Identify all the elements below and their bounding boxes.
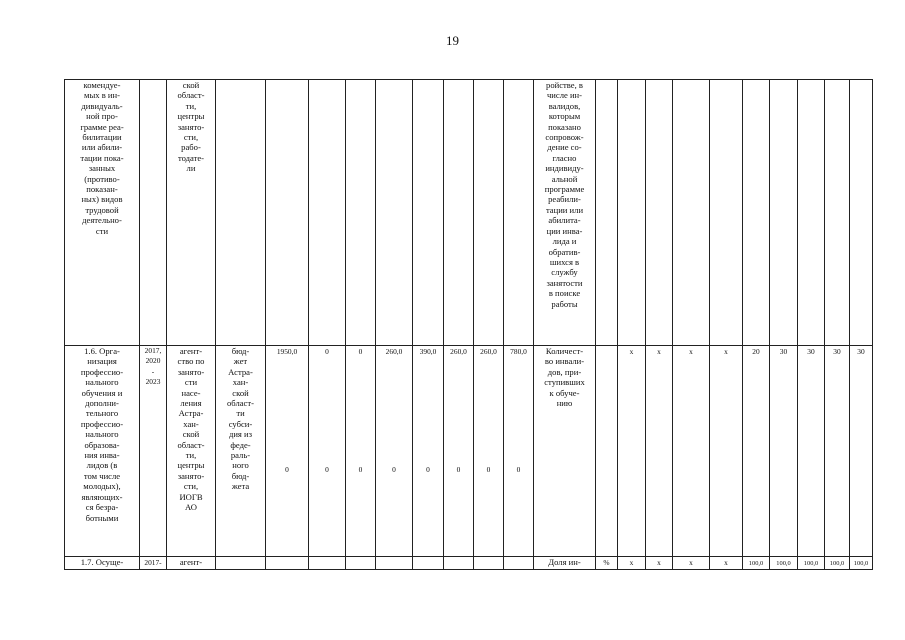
executor-cell: ской област- ти, центры занято- сти, рабо- тодате- ли [167, 80, 216, 346]
target-cell: 100,0 [743, 557, 770, 570]
target-cell: 20 [743, 346, 770, 557]
source-cell [216, 80, 266, 346]
amount-cell: 0 0 [346, 346, 376, 557]
unit-cell [596, 346, 618, 557]
executor-cell: агент- [167, 557, 216, 570]
amount-cell: 1950,0 0 [266, 346, 309, 557]
target-cell: x [618, 346, 646, 557]
amount-cell [346, 557, 376, 570]
target-cell [850, 80, 873, 346]
measure-name-cell: комендуе- мых в ин- дивидуаль- ной про- грамме реа- билитации или абили- тации пока- занных (противо- показан- ных) видов трудовой деятельно- сти [65, 80, 140, 346]
amount-cell [266, 557, 309, 570]
target-cell: x [646, 346, 673, 557]
target-cell [618, 80, 646, 346]
target-cell: 30 [798, 346, 825, 557]
amount-cell: 260,0 0 [444, 346, 474, 557]
target-cell [825, 80, 850, 346]
amount-cell [413, 80, 444, 346]
source-cell: бюд- жет Астра- хан- ской област- ти субси- дия из феде- раль- ного бюд- жета [216, 346, 266, 557]
target-cell: 30 [770, 346, 798, 557]
amount-cell [309, 557, 346, 570]
target-cell: 100,0 [770, 557, 798, 570]
amount-cell [444, 557, 474, 570]
amount-cell: 0 0 [309, 346, 346, 557]
amount-cell: 390,0 0 [413, 346, 444, 557]
target-cell: x [710, 557, 743, 570]
amount-cell: 260,0 0 [474, 346, 504, 557]
amount-cell [346, 80, 376, 346]
indicator-cell: ройстве, в числе ин- валидов, которым показано сопровож- дение со- гласно индивиду- альной программе реабили- тации или абилита- ции инва- лида и обратив- шихся в службу занятости в поиске работы [534, 80, 596, 346]
target-cell: 30 [850, 346, 873, 557]
amount-cell [474, 80, 504, 346]
unit-cell: % [596, 557, 618, 570]
amount-cell [376, 557, 413, 570]
target-cell: x [673, 346, 710, 557]
amount-cell [376, 80, 413, 346]
target-cell: 30 [825, 346, 850, 557]
period-cell: 2017- [140, 557, 167, 570]
target-cell [798, 80, 825, 346]
indicator-cell: Доля ин- [534, 557, 596, 570]
table-row [65, 80, 873, 346]
target-cell [673, 80, 710, 346]
target-cell [770, 80, 798, 346]
target-cell: 100,0 [825, 557, 850, 570]
source-cell [216, 557, 266, 570]
amount-cell [444, 80, 474, 346]
target-cell: x [646, 557, 673, 570]
target-cell: x [618, 557, 646, 570]
amount-cell: 780,0 0 [504, 346, 534, 557]
unit-cell [596, 80, 618, 346]
target-cell [646, 80, 673, 346]
indicator-cell: Количест- во инвали- дов, при- ступивших к обуче- нию [534, 346, 596, 557]
amount-cell [266, 80, 309, 346]
executor-cell: агент- ство по занято- сти насе- ления Астра- хан- ской област- ти, центры занято- сти, ИОГВ АО [167, 346, 216, 557]
amount-cell [474, 557, 504, 570]
target-cell: x [710, 346, 743, 557]
measure-name-cell: 1.7. Осуще- [65, 557, 140, 570]
amount-cell [504, 557, 534, 570]
period-cell: 2017, 2020 - 2023 [140, 346, 167, 557]
target-cell [743, 80, 770, 346]
amount-cell [309, 80, 346, 346]
target-cell [710, 80, 743, 346]
table-row [65, 346, 873, 557]
period-cell [140, 80, 167, 346]
target-cell: 100,0 [798, 557, 825, 570]
page-number: 19 [446, 33, 459, 48]
table-row [65, 557, 873, 570]
amount-cell: 260,0 0 [376, 346, 413, 557]
target-cell: x [673, 557, 710, 570]
amount-cell [504, 80, 534, 346]
target-cell: 100,0 [850, 557, 873, 570]
amount-cell [413, 557, 444, 570]
measure-name-cell: 1.6. Орга- низация профессио- нального обучения и дополни- тельного профессио- нального образова- ния инва- лидов (в том числе молодых), являющих- ся безра- ботными [65, 346, 140, 557]
program-table [64, 79, 873, 570]
